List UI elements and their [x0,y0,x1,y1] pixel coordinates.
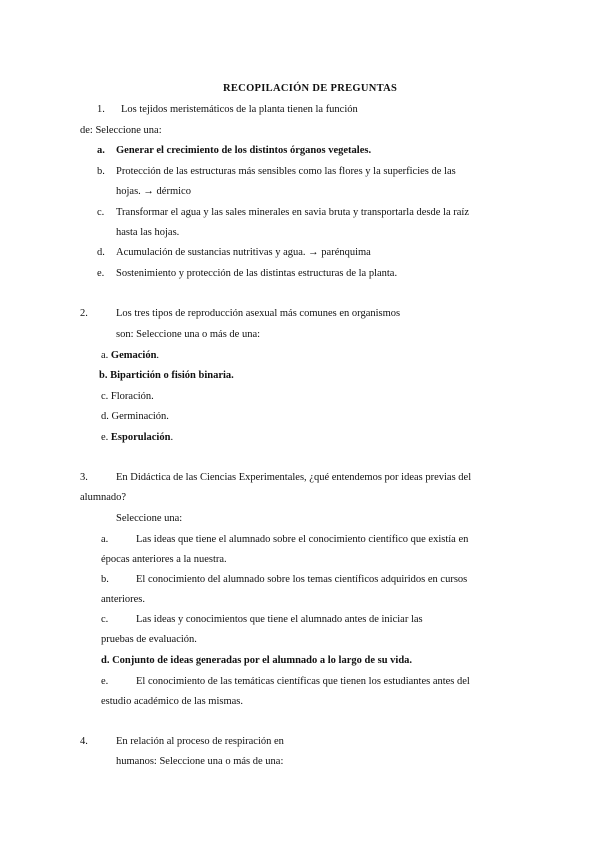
q2-option-e-suffix: . [170,432,174,443]
q3-option-b-letter: b. [101,574,109,585]
q2-option-a-letter: a. [101,350,109,361]
q3-option-e-letter: e. [101,676,109,687]
q1-option-e-text: Sostenimiento y protección de las distintas estructuras de la planta. [116,268,398,279]
q1-option-b-text-line1: Protección de las estructuras más sensibles como las flores y la superficies de las [116,166,456,177]
q4-number: 4. [80,736,88,747]
q2-option-e-text: Esporulación [110,432,171,443]
q1-option-c-text-line2: hasta las hojas. [116,227,180,238]
q2-option-d: d. Germinación. [101,411,169,422]
q3-option-a-text-line1: Las ideas que tiene el alumnado sobre el conocimiento científico que existía en [136,534,469,545]
q2-option-a-text: Gemación [110,350,157,361]
q1-option-b-letter: b. [97,166,105,177]
q1-option-d-letter: d. [97,247,105,258]
q3-option-b-text-line1: El conocimiento del alumnado sobre los temas científicos adquiridos en cursos [136,574,468,585]
q1-stem-line2: de: Seleccione una: [80,125,162,136]
q3-option-c-letter: c. [101,614,109,625]
q3-option-a-letter: a. [101,534,109,545]
q3-option-c-text-line2: pruebas de evaluación. [101,634,197,645]
q1-option-c-letter: c. [97,207,105,218]
q3-option-a-text-line2: épocas anteriores a la nuestra. [101,554,227,565]
q3-stem-line1: En Didáctica de las Ciencias Experimentales, ¿qué entendemos por ideas previas del [116,472,472,483]
q3-stem-line2: alumnado? [80,492,127,503]
q1-number: 1. [97,104,105,115]
q3-option-d: d. Conjunto de ideas generadas por el alumnado a lo largo de su vida. [101,655,413,666]
q3-number: 3. [80,472,88,483]
q2-option-e-letter: e. [101,432,109,443]
q1-option-a-letter: a. [97,145,105,156]
q1-option-d-text: Acumulación de sustancias nutritivas y agua. → parénquima [116,247,371,258]
q2-stem-line2: son: Seleccione una o más de una: [116,329,261,340]
q3-option-c-text-line1: Las ideas y conocimientos que tiene el alumnado antes de iniciar las [136,614,423,625]
q2-option-e [101,431,173,445]
q2-option-a [101,349,159,363]
q1-option-e-letter: e. [97,268,105,279]
q1-option-c-text-line1: Transformar el agua y las sales minerales en savia bruta y transportarla desde la raíz [116,207,469,218]
q2-option-b: b. Bipartición o fisión binaria. [99,370,234,381]
q3-stem-line3: Seleccione una: [116,513,183,524]
q2-stem-line1: Los tres tipos de reproducción asexual más comunes en organismos [116,308,401,319]
q1-option-a-text: Generar el crecimiento de los distintos órganos vegetales. [116,145,372,156]
q4-stem-line1: En relación al proceso de respiración en [116,736,284,747]
q1-option-b-text-line2: hojas. → dérmico [116,186,191,197]
q3-option-b-text-line2: anteriores. [101,594,146,605]
q3-option-e-text-line1: El conocimiento de las temáticas científicas que tienen los estudiantes antes del [136,676,470,687]
q2-number: 2. [80,308,88,319]
q1-stem-line1: Los tejidos meristemáticos de la planta tienen la función [121,104,358,115]
document-title: RECOPILACIÓN DE PREGUNTAS [223,83,398,94]
q3-option-e-text-line2: estudio académico de las mismas. [101,696,244,707]
q2-option-a-suffix: . [156,350,160,361]
q2-option-c: c. Floración. [101,391,154,402]
q4-stem-line2: humanos: Seleccione una o más de una: [116,756,284,767]
